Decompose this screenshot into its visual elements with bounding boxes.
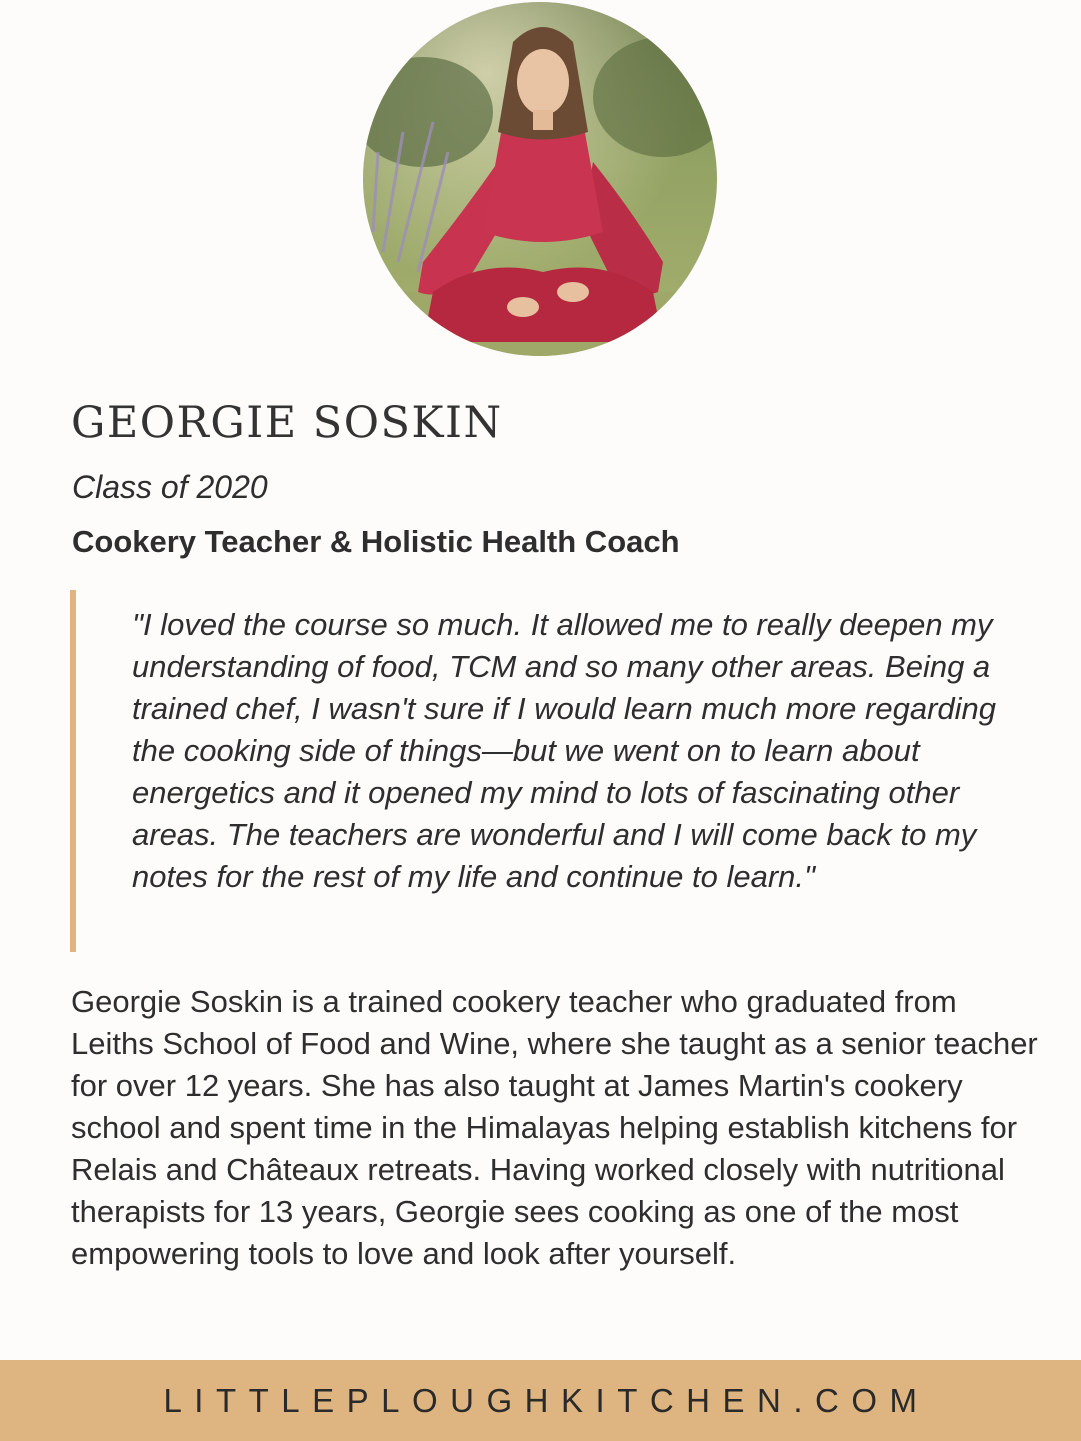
- website-link[interactable]: LITTLEPLOUGHKITCHEN.COM: [163, 1381, 930, 1419]
- testimonial-text: "I loved the course so much. It allowed me to really deepen my understanding of food, TCM and so many other areas. Being a trained chef, I wasn't sure if I would learn much more regarding the cooking side of things—but we went on to learn about energetics and it opened my mind to lots of fascinating other areas. The teachers are wonderful and I will come back to my notes for the rest of my life and continue to learn.": [132, 607, 997, 894]
- profile-portrait: [363, 2, 717, 356]
- profile-name: GEORGIE SOSKIN: [71, 398, 503, 448]
- profile-role: Cookery Teacher & Holistic Health Coach: [72, 524, 680, 559]
- testimonial-quote: [70, 590, 1030, 952]
- footer-banner: [0, 1360, 1081, 1441]
- class-year: Class of 2020: [72, 469, 268, 505]
- biography-text: Georgie Soskin is a trained cookery teacher who graduated from Leiths School of Food and Wine, where she taught as a senior teacher for over 12 years. She has also taught at James Martin's cookery school and spent time in the Himalayas helping establish kitchens for Relais and Châteaux retreats. Having worked closely with nutritional therapists for 13 years, Georgie sees cooking as one of the most empowering tools to love and look after yourself.: [71, 984, 1038, 1271]
- portrait-photo: [363, 2, 717, 356]
